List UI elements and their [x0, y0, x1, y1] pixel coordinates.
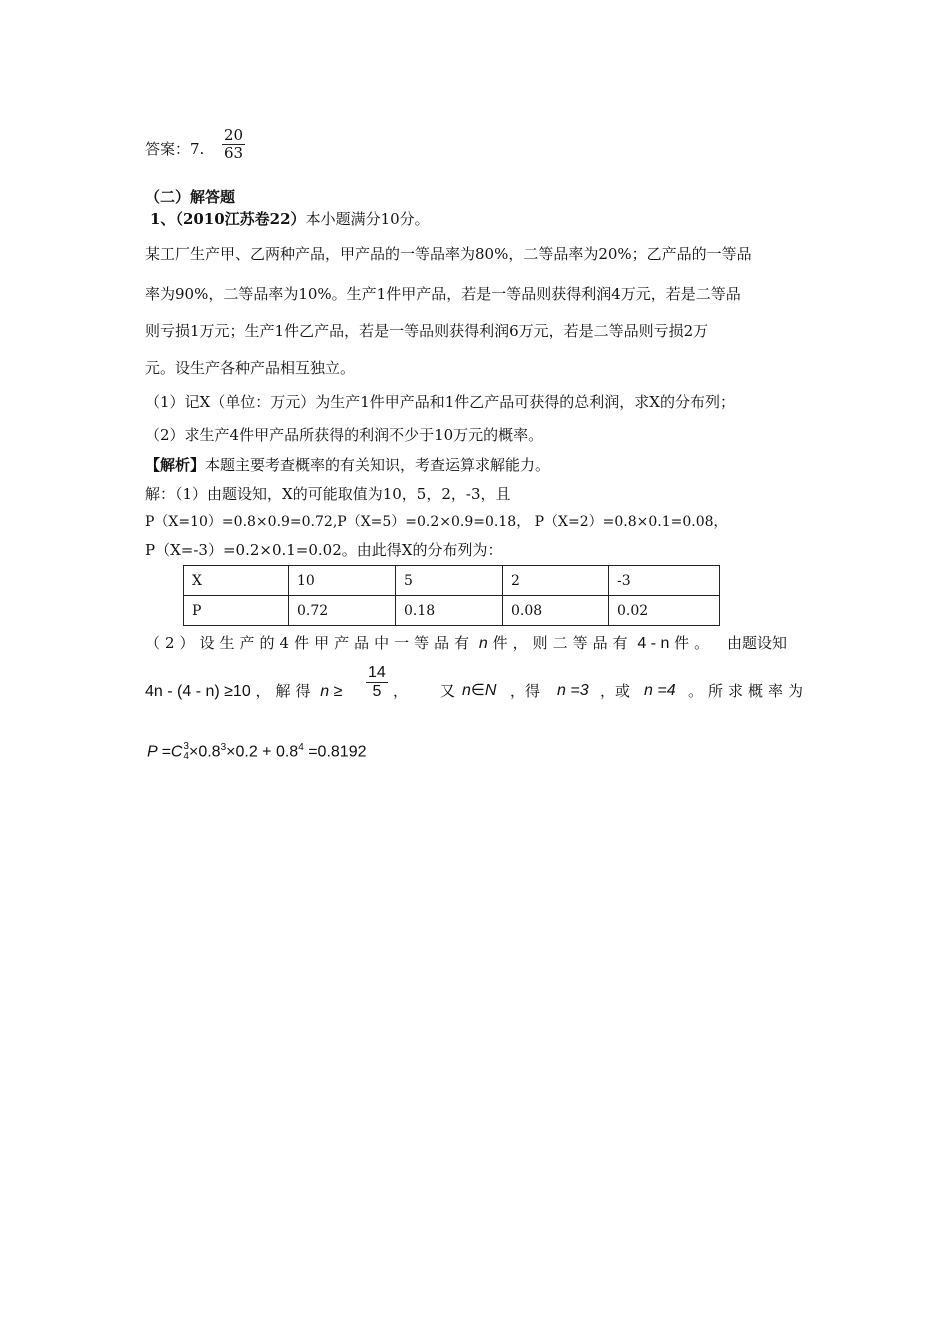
- table-cell: 0.02: [609, 596, 720, 626]
- answer-line: [145, 138, 204, 159]
- analysis-text: 本题主要考查概率的有关知识，考查运算求解能力。: [205, 456, 551, 474]
- problem-line-1: 某工厂生产甲、乙两种产品，甲产品的一等品率为80%，二等品率为20%；乙产品的一等品: [145, 245, 752, 263]
- question-2: （2）求生产4件甲产品所获得的利润不少于10万元的概率。: [145, 426, 544, 444]
- analysis-tag: 【解析】: [145, 456, 206, 474]
- solution-line-3: P（X=-3）=0.2×0.1=0.02。由此得X的分布列为：: [145, 541, 503, 559]
- table-cell: 0.08: [503, 596, 609, 626]
- part2-line-a: [145, 632, 714, 653]
- part2-set: [462, 680, 496, 700]
- solution-line-2: P（X=10）=0.8×0.9=0.72,P（X=5）=0.2×0.9=0.18， P（X=2）=0.8×0.1=0.08，: [145, 514, 728, 530]
- table-cell: X: [184, 566, 289, 596]
- part2-text: （2）设生产的4件甲产品中一等品有: [145, 634, 475, 652]
- table-cell: 5: [396, 566, 503, 596]
- table-row: [184, 566, 720, 596]
- expr-4-minus-n: 4 - n: [637, 635, 670, 652]
- part2-text: 件。: [674, 634, 715, 652]
- question-1: （1）记X（单位：万元）为生产1件甲产品和1件乙产品可获得的总利润，求X的分布列；: [145, 393, 735, 411]
- formula-lhs: P =C: [147, 743, 183, 761]
- formula-sub: 4: [183, 751, 189, 763]
- part2-text: 件，则二等品有: [492, 634, 633, 652]
- part2-comma: ，: [393, 682, 409, 700]
- distribution-table: [183, 565, 720, 626]
- part2-you: 又: [440, 682, 456, 700]
- table-cell: 0.72: [289, 596, 396, 626]
- formula-sup: 4: [298, 742, 304, 753]
- part2-de: ，得: [510, 682, 541, 700]
- formula-mid: ×0.2 + 0.8: [226, 743, 299, 761]
- part2-line-b: [145, 680, 342, 701]
- eq-n-3: n =3: [557, 682, 589, 699]
- part2-text: ，解得: [255, 682, 316, 700]
- analysis-line: [145, 454, 550, 475]
- table-cell: 0.18: [396, 596, 503, 626]
- set-n-in-N: n∈N: [462, 682, 497, 699]
- problem-line-4: 元。设生产各种产品相互独立。: [145, 359, 356, 377]
- part2-end: 。所求概率为: [688, 682, 809, 700]
- table-cell: P: [184, 596, 289, 626]
- fraction-denominator: 5: [372, 682, 382, 700]
- formula-sup: 3: [220, 742, 227, 753]
- answer-fraction: [222, 127, 245, 161]
- inequality: 4n - (4 - n) ≥10: [145, 683, 251, 700]
- part2-or: ，或: [600, 682, 631, 700]
- problem-header: [150, 208, 430, 229]
- part2-n3: [557, 680, 589, 700]
- answer-numerator: 20: [224, 126, 244, 144]
- fraction-14-5: [366, 664, 388, 700]
- table-cell: 10: [289, 566, 396, 596]
- table-cell: 2: [503, 566, 609, 596]
- fraction-numerator: 14: [368, 664, 386, 681]
- probability-formula: [147, 742, 367, 762]
- problem-line-2: 率为90%，二等品率为10%。生产1件甲产品，若是一等品则获得利润4万元，若是二等品: [145, 285, 741, 303]
- formula-rhs: =0.8192: [303, 743, 367, 761]
- var-n: n: [478, 635, 488, 652]
- formula-sup: 3: [183, 741, 189, 753]
- answer-label: 答案：7.: [145, 140, 205, 158]
- formula-mid: ×0.8: [188, 743, 221, 761]
- problem-score: 本小题满分10分。: [305, 210, 430, 228]
- eq-n-4: n =4: [644, 682, 676, 699]
- problem-line-3: 则亏损1万元；生产1件乙产品，若是一等品则获得利润6万元，若是二等品则亏损2万: [145, 322, 709, 340]
- problem-number: 1、: [150, 210, 176, 228]
- problem-source: （2010江苏卷22）: [175, 210, 306, 228]
- table-row: [184, 596, 720, 626]
- table-cell: -3: [609, 566, 720, 596]
- section-heading: （二）解答题: [145, 188, 236, 206]
- solution-line-1: 解：（1）由题设知，X的可能取值为10，5，2，-3，且: [145, 485, 511, 503]
- answer-denominator: 63: [224, 143, 244, 162]
- var-n: n ≥: [320, 683, 343, 700]
- part2-n4: [644, 680, 676, 700]
- part2-line-a-end: 由题设知: [727, 634, 788, 652]
